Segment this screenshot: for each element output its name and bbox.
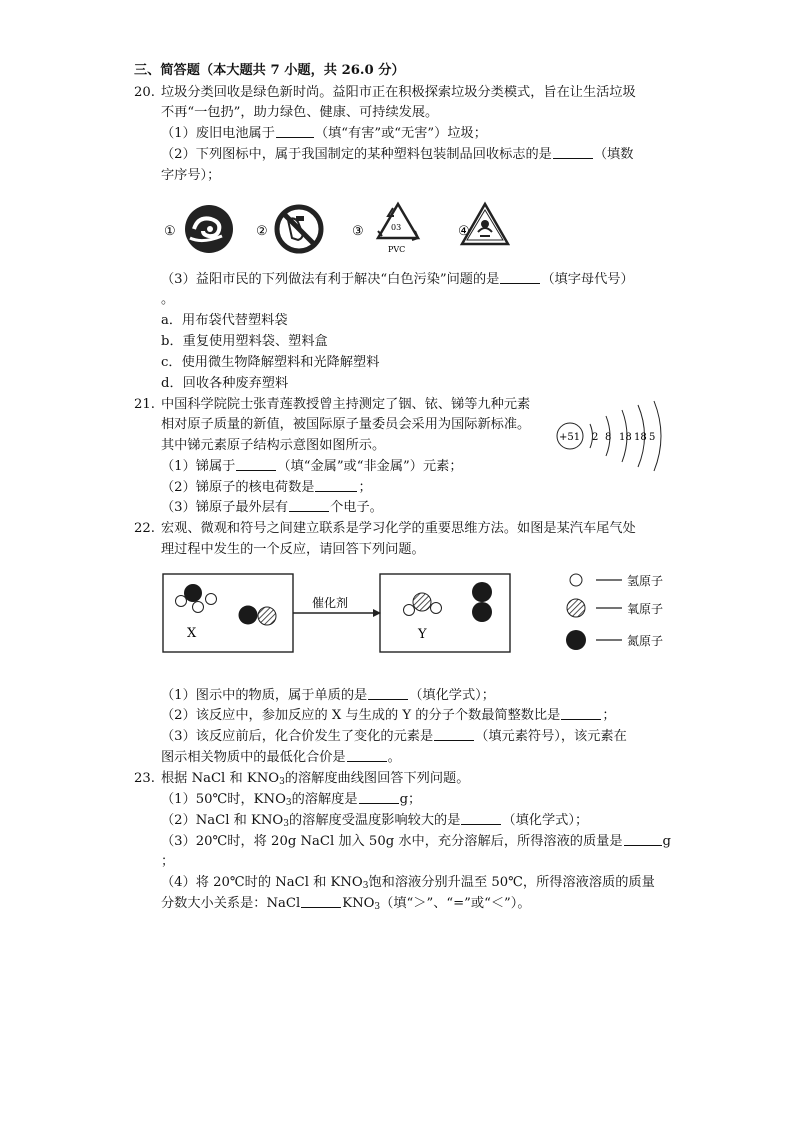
q23-stem-text2: 的溶解度曲线图回答下列问题。 [284,771,470,786]
legend-oxygen: 氧原子 [627,602,664,616]
q20-part1 [161,124,487,144]
q20-part2-text: （2）下列图标中，属于我国制定的某种塑料包装制品回收标志的是 [161,147,552,162]
q23-stem [161,769,469,789]
legend-nitrogen: 氮原子 [627,634,664,648]
nucleus-charge: +51 [559,432,581,443]
q23-part1-text3: g； [399,792,422,807]
q20-stem-line2: 不再“一包扔”，助力绿色、健康、可持续发展。 [161,105,439,120]
answer-blank[interactable] [289,499,329,512]
answer-blank[interactable] [301,895,341,908]
answer-blank[interactable] [434,728,474,741]
q20-number: 20. [134,85,155,100]
reactant-no-molecule [239,606,277,626]
answer-blank[interactable] [461,812,501,825]
answer-blank[interactable] [624,833,662,846]
q20-part2-line2: 字序号）； [161,168,221,183]
q20-part2-text2: （填数 [593,147,634,162]
q20-part2 [161,145,633,165]
q22-part1-text: （1）图示中的物质，属于单质的是 [161,688,368,703]
q21-stem-line2: 相对原子质量的新值，被国际原子量委员会采用为国际新标准。 [161,417,531,432]
q20-part1-text2: （填“有害”或“无害”）垃圾； [314,126,487,141]
subscript: 3 [362,881,369,891]
shell-2-electrons: 8 [605,432,612,443]
q23-part4-text3: 分数大小关系是：NaCl [161,896,301,911]
option-a: a．用布袋代替塑料袋 [161,313,288,328]
icon-3-recycle-triangle [378,204,418,254]
q21-part2-text: （2）锑原子的核电荷数是 [161,480,315,495]
q22-part2 [161,706,616,726]
q23-stem-text: 根据 NaCl 和 KNO [161,771,280,786]
q22-part1-text2: （填化学式）； [409,688,495,703]
antimony-atom-structure-diagram [554,400,669,474]
q22-part3 [161,727,627,747]
answer-blank[interactable] [359,791,399,804]
recycling-icons-figure [160,198,510,262]
answer-blank[interactable] [347,749,387,762]
q22-part2-text: （2）该反应中，参加反应的 X 与生成的 Y 的分子个数最简整数比是 [161,708,561,723]
q23-part1-text: （1）50℃时，KNO [161,792,286,807]
q22-part3-text3: 图示相关物质中的最低化合价是 [161,750,346,765]
q20-stem-line1: 垃圾分类回收是绿色新时尚。益阳市正在积极探索垃圾分类模式，旨在让生活垃圾 [161,85,636,100]
q21-part2 [161,478,372,498]
shell-3-electrons: 18 [619,432,632,443]
q22-part2-text2: ； [602,708,616,723]
shell-1-electrons: 2 [592,432,599,443]
reaction-diagram [160,570,700,658]
q23-part4 [161,873,655,893]
icon-number-1: ① [164,224,176,239]
shell-5-electrons: 5 [649,432,656,443]
q21-part3-text: （3）锑原子最外层有 [161,500,289,515]
subscript: 3 [374,902,381,912]
icon-2-no-plastic-symbol [277,207,321,251]
q23-part3-text2: g [662,834,671,849]
reactant-x-molecule [176,584,217,613]
recycle-label-text: PVC [388,245,406,254]
icon-number-4: ④ [458,224,470,239]
q23-part2 [161,811,588,831]
q21-number: 21. [134,397,155,412]
shell-4-electrons: 18 [634,432,647,443]
q22-part3-line2 [161,748,401,768]
subscript: 3 [279,777,285,787]
q23-part4-line2 [161,894,531,914]
product-y-molecule [404,593,442,616]
q21-stem-line1: 中国科学院院士张青莲教授曾主持测定了铟、铱、锑等九种元素 [161,397,531,412]
q23-number: 23. [134,771,155,786]
q22-part3-text: （3）该反应前后，化合价发生了变化的元素是 [161,729,434,744]
q21-part3-text2: 个电子。 [330,500,383,515]
answer-blank[interactable] [368,687,408,700]
q22-part1 [161,686,495,706]
q23-part3 [161,832,671,852]
q21-part1-text: （1）锑属于 [161,459,236,474]
q23-part4-text4: KNO [342,896,375,911]
q20-part3-end: 。 [161,292,175,307]
q23-part2-text3: （填化学式）； [502,813,589,828]
q20-part3-text2: （填字母代号） [541,272,634,287]
q23-part1 [161,790,421,810]
q23-part4-text: （4）将 20℃时的 NaCl 和 KNO [161,875,363,890]
answer-blank[interactable] [500,271,540,284]
option-c: c．使用微生物降解塑料和光降解塑料 [161,355,380,370]
q21-part1 [161,457,463,477]
icon-number-3: ③ [352,224,364,239]
q20-part1-text: （1）废旧电池属于 [161,126,275,141]
q23-part2-text: （2）NaCl 和 KNO [161,813,284,828]
q23-part1-text2: 的溶解度是 [291,792,358,807]
q22-number: 22. [134,521,155,536]
q23-part3-text: （3）20℃时，将 20g NaCl 加入 50g 水中，充分溶解后，所得溶液的质量是 [161,834,623,849]
q22-part3-text4: 。 [387,750,401,765]
icon-number-2: ② [256,224,268,239]
subscript: 3 [283,819,289,829]
q23-part3-end: ； [161,854,175,869]
label-y: Y [418,627,427,642]
q20-part3 [161,270,634,290]
option-b: b．重复使用塑料袋、塑料盒 [161,334,328,349]
answer-blank[interactable] [276,125,314,138]
answer-blank[interactable] [315,479,357,492]
q23-part4-text5: （填“＞”、“=”或“＜”）。 [380,896,531,911]
q21-stem-line3: 其中锑元素原子结构示意图如图所示。 [161,438,386,453]
q23-part2-text2: 的溶解度受温度影响较大的是 [288,813,461,828]
q20-part3-text: （3）益阳市民的下列做法有利于解决“白色污染”问题的是 [161,272,500,287]
label-x: X [187,626,197,641]
subscript: 3 [285,798,292,808]
q23-part4-text2: 饱和溶液分别升温至 50℃，所得溶液溶质的质量 [368,875,655,890]
icon-1-hand-symbol [185,205,233,253]
legend [566,574,663,650]
q22-stem-line1: 宏观、微观和符号之间建立联系是学习化学的重要思维方法。如图是某汽车尾气处 [161,521,636,536]
option-d: d．回收各种废弃塑料 [161,376,289,391]
q22-part3-text2: （填元素符号），该元素在 [475,729,627,744]
answer-blank[interactable] [236,458,276,471]
legend-hydrogen: 氢原子 [627,574,664,588]
q21-part2-text2: ； [358,480,372,495]
answer-blank[interactable] [561,707,601,720]
q22-stem-line2: 理过程中发生的一个反应，请回答下列问题。 [161,542,425,557]
q21-part1-text2: （填“金属”或“非金属”）元素； [277,459,463,474]
q21-part3 [161,498,383,518]
section-title: 三、简答题（本大题共 7 小题，共 26.0 分） [134,63,405,78]
answer-blank[interactable] [553,146,593,159]
product-n2-molecule [472,582,492,622]
recycle-code-text: 03 [391,223,402,232]
catalyst-label: 催化剂 [312,596,349,610]
